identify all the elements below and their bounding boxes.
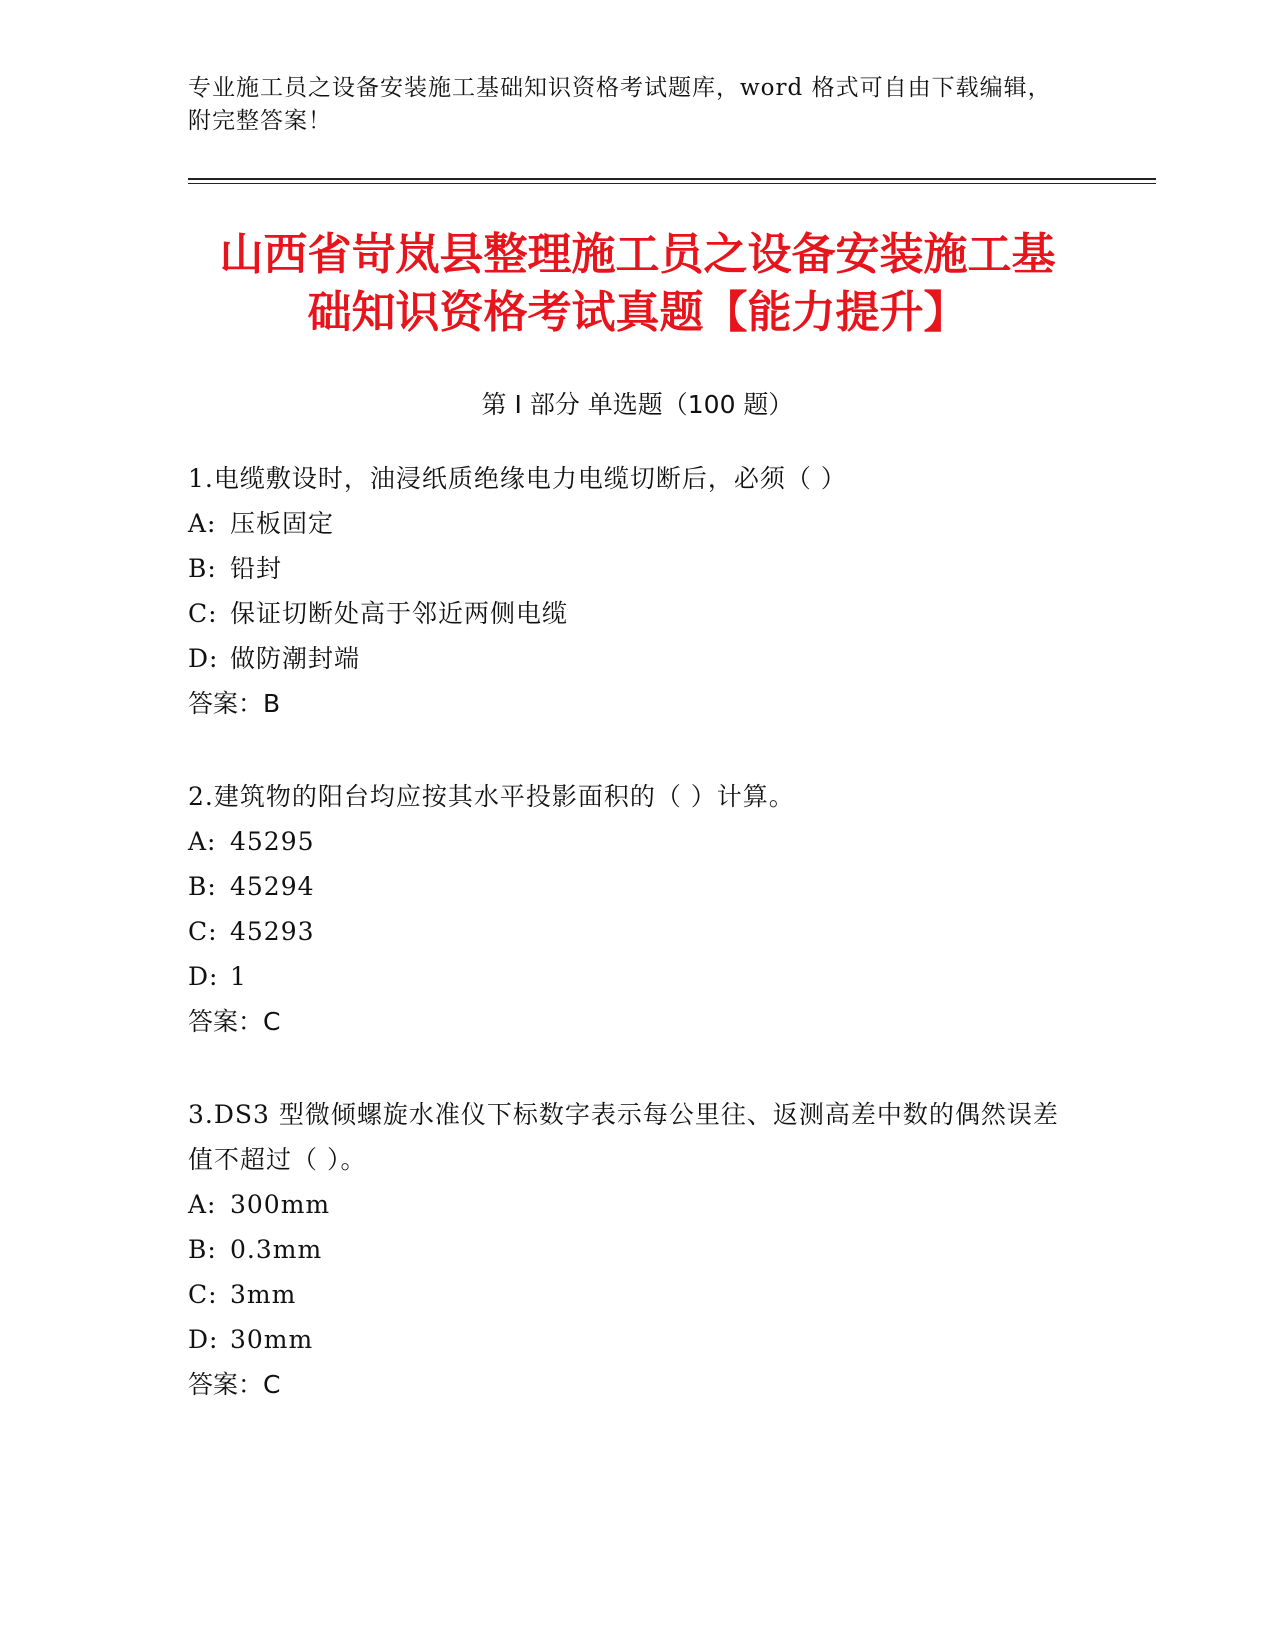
option-text: 30mm: [230, 1325, 314, 1354]
option-text: 300mm: [230, 1190, 331, 1219]
option-text: 3mm: [230, 1280, 297, 1309]
option-b: [188, 1227, 1068, 1272]
option-letter: C:: [188, 1280, 218, 1309]
question-stem: 3.DS3 型微倾螺旋水准仪下标数字表示每公里往、返测高差中数的偶然误差值不超过（ ）。: [188, 1100, 1059, 1174]
option-a: [188, 819, 1088, 864]
option-letter: D:: [188, 644, 219, 673]
question-3: [188, 1092, 1068, 1407]
option-letter: D:: [188, 1325, 219, 1354]
question-2: [188, 774, 1088, 1044]
option-letter: A:: [188, 509, 217, 538]
option-b: [188, 864, 1088, 909]
option-letter: A:: [188, 1190, 217, 1219]
option-letter: D:: [188, 962, 219, 991]
option-text: 保证切断处高于邻近两侧电缆: [230, 599, 569, 628]
option-letter: B:: [188, 872, 217, 901]
option-d: [188, 636, 1088, 681]
option-c: [188, 591, 1088, 636]
option-text: 铅封: [230, 554, 283, 583]
option-text: 压板固定: [230, 509, 335, 538]
option-text: 45294: [230, 872, 315, 901]
option-letter: C:: [188, 917, 218, 946]
header-divider-thin: [188, 183, 1156, 184]
question-1: [188, 456, 1088, 726]
option-letter: C:: [188, 599, 218, 628]
answer-line: 答案：B: [188, 689, 281, 718]
question-stem: 2.建筑物的阳台均应按其水平投影面积的（ ）计算。: [188, 782, 795, 811]
document-title: [120, 226, 1155, 342]
option-text: 1: [230, 962, 247, 991]
option-c: [188, 1272, 1068, 1317]
question-stem: 1.电缆敷设时，油浸纸质绝缘电力电缆切断后，必须（ ）: [188, 464, 847, 493]
option-text: 0.3mm: [230, 1235, 323, 1264]
option-b: [188, 546, 1088, 591]
option-letter: B:: [188, 1235, 217, 1264]
document-title-line-2: 础知识资格考试真题【能力提升】: [307, 287, 968, 338]
option-d: [188, 1317, 1068, 1362]
answer-line: 答案：C: [188, 1007, 281, 1036]
option-text: 45293: [230, 917, 315, 946]
option-text: 45295: [230, 827, 315, 856]
option-c: [188, 909, 1088, 954]
section-heading: 第 I 部分 单选题（100 题）: [481, 390, 794, 419]
option-letter: A:: [188, 827, 217, 856]
option-letter: B:: [188, 554, 217, 583]
option-text: 做防潮封端: [230, 644, 361, 673]
option-d: [188, 954, 1088, 999]
answer-line: 答案：C: [188, 1370, 281, 1399]
option-a: [188, 501, 1088, 546]
header-note: 专业施工员之设备安装施工基础知识资格考试题库，word 格式可自由下载编辑，附完整答案！: [188, 75, 1052, 134]
document-title-line-1: 山西省岢岚县整理施工员之设备安装施工基: [219, 229, 1056, 280]
header-divider-thick: [188, 178, 1156, 180]
option-a: [188, 1182, 1068, 1227]
